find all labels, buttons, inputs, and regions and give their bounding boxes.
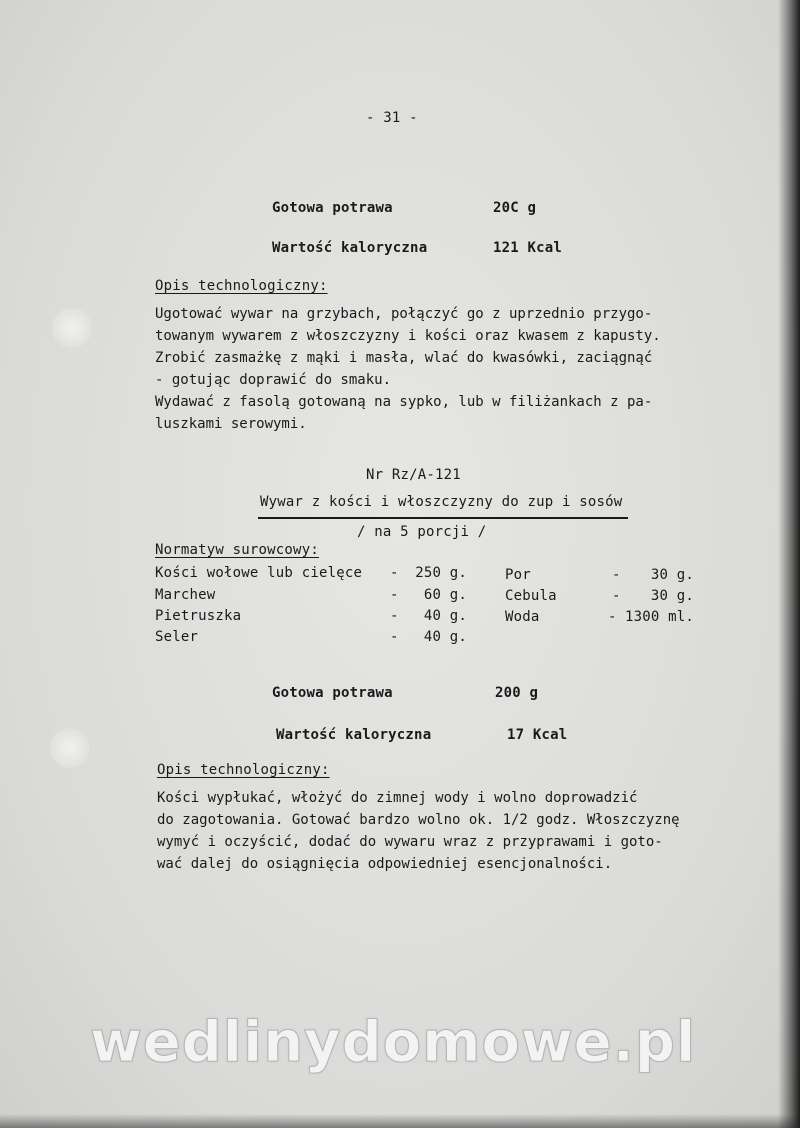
ingredient-amount: 60 g.: [423, 587, 467, 603]
calorie-value-a: 121 Kcal: [493, 240, 563, 256]
description-a: [155, 303, 661, 435]
description-line: wać dalej do osiągnięcia odpowiedniej esencjonalności.: [157, 856, 613, 872]
punch-hole-top: [52, 308, 92, 348]
ingredient-name: Pietruszka: [155, 608, 242, 624]
ingredient-amount: 40 g.: [423, 608, 467, 624]
title-rule: [258, 517, 628, 519]
ingredient-dash: -: [608, 609, 617, 625]
calorie-value-b: 17 Kcal: [507, 727, 568, 743]
ingredient-name: Kości wołowe lub cielęce: [155, 565, 363, 581]
ingredient-dash: -: [390, 629, 399, 645]
ingredient-amount: 30 g.: [650, 567, 694, 583]
ingredient-dash: -: [612, 567, 621, 583]
description-line: Kości wypłukać, włożyć do zimnej wody i wolno doprowadzić: [157, 790, 638, 806]
calorie-label-b: Wartość kaloryczna: [276, 727, 432, 743]
ingredient-amount: 40 g.: [423, 629, 467, 645]
recipe-title: Wywar z kości i włoszczyzny do zup i sosów: [260, 494, 623, 510]
ingredient-dash: -: [390, 587, 399, 603]
ingredient-name: Woda: [505, 609, 540, 625]
page-number: - 31 -: [366, 110, 418, 126]
description-line: - gotując doprawić do smaku.: [155, 372, 392, 388]
ingredient-dash: -: [390, 608, 399, 624]
description-b: [157, 787, 680, 875]
watermark: wedlinydomowe.pl: [90, 1010, 697, 1075]
ingredient-dash: -: [612, 588, 621, 604]
description-line: Zrobić zasmażkę z mąki i masła, wlać do kwasówki, zaciągnąć: [155, 350, 653, 366]
portions: / na 5 porcji /: [357, 524, 487, 540]
description-heading-b: Opis technologiczny:: [157, 762, 330, 778]
description-line: Wydawać z fasolą gotowaną na sypko, lub w filiżankach z pa-: [155, 394, 653, 410]
ready-dish-label-a: Gotowa potrawa: [272, 200, 393, 216]
description-line: do zagotowania. Gotować bardzo wolno ok. 1/2 godz. Włoszczyznę: [157, 812, 680, 828]
ingredient-amount: 250 g.: [415, 565, 467, 581]
calorie-label-a: Wartość kaloryczna: [272, 240, 428, 256]
ingredient-name: Seler: [155, 629, 199, 645]
ready-dish-value-b: 200 g: [495, 685, 539, 701]
description-line: towanym wywarem z włoszczyzny i kości oraz kwasem z kapusty.: [155, 328, 661, 344]
ready-dish-label-b: Gotowa potrawa: [272, 685, 393, 701]
description-line: Ugotować wywar na grzybach, połączyć go z uprzednio przygo-: [155, 306, 653, 322]
ingredient-amount: 1300 ml.: [624, 609, 694, 625]
norm-heading: Normatyw surowcowy:: [155, 542, 319, 558]
ingredient-amount: 30 g.: [650, 588, 694, 604]
description-heading-a: Opis technologiczny:: [155, 278, 328, 294]
ingredient-name: Por: [505, 567, 531, 583]
description-line: wymyć i oczyścić, dodać do wywaru wraz z przyprawami i goto-: [157, 834, 663, 850]
recipe-number: Nr Rz/A-121: [366, 467, 461, 483]
ingredient-name: Cebula: [505, 588, 557, 604]
ingredient-name: Marchew: [155, 587, 216, 603]
scan-bottom-shadow: [0, 1114, 800, 1128]
description-line: luszkami serowymi.: [155, 416, 307, 432]
ready-dish-value-a: 20C g: [493, 200, 537, 216]
punch-hole-bottom: [50, 728, 90, 768]
scan-edge-shadow: [778, 0, 800, 1128]
ingredient-dash: -: [390, 565, 399, 581]
